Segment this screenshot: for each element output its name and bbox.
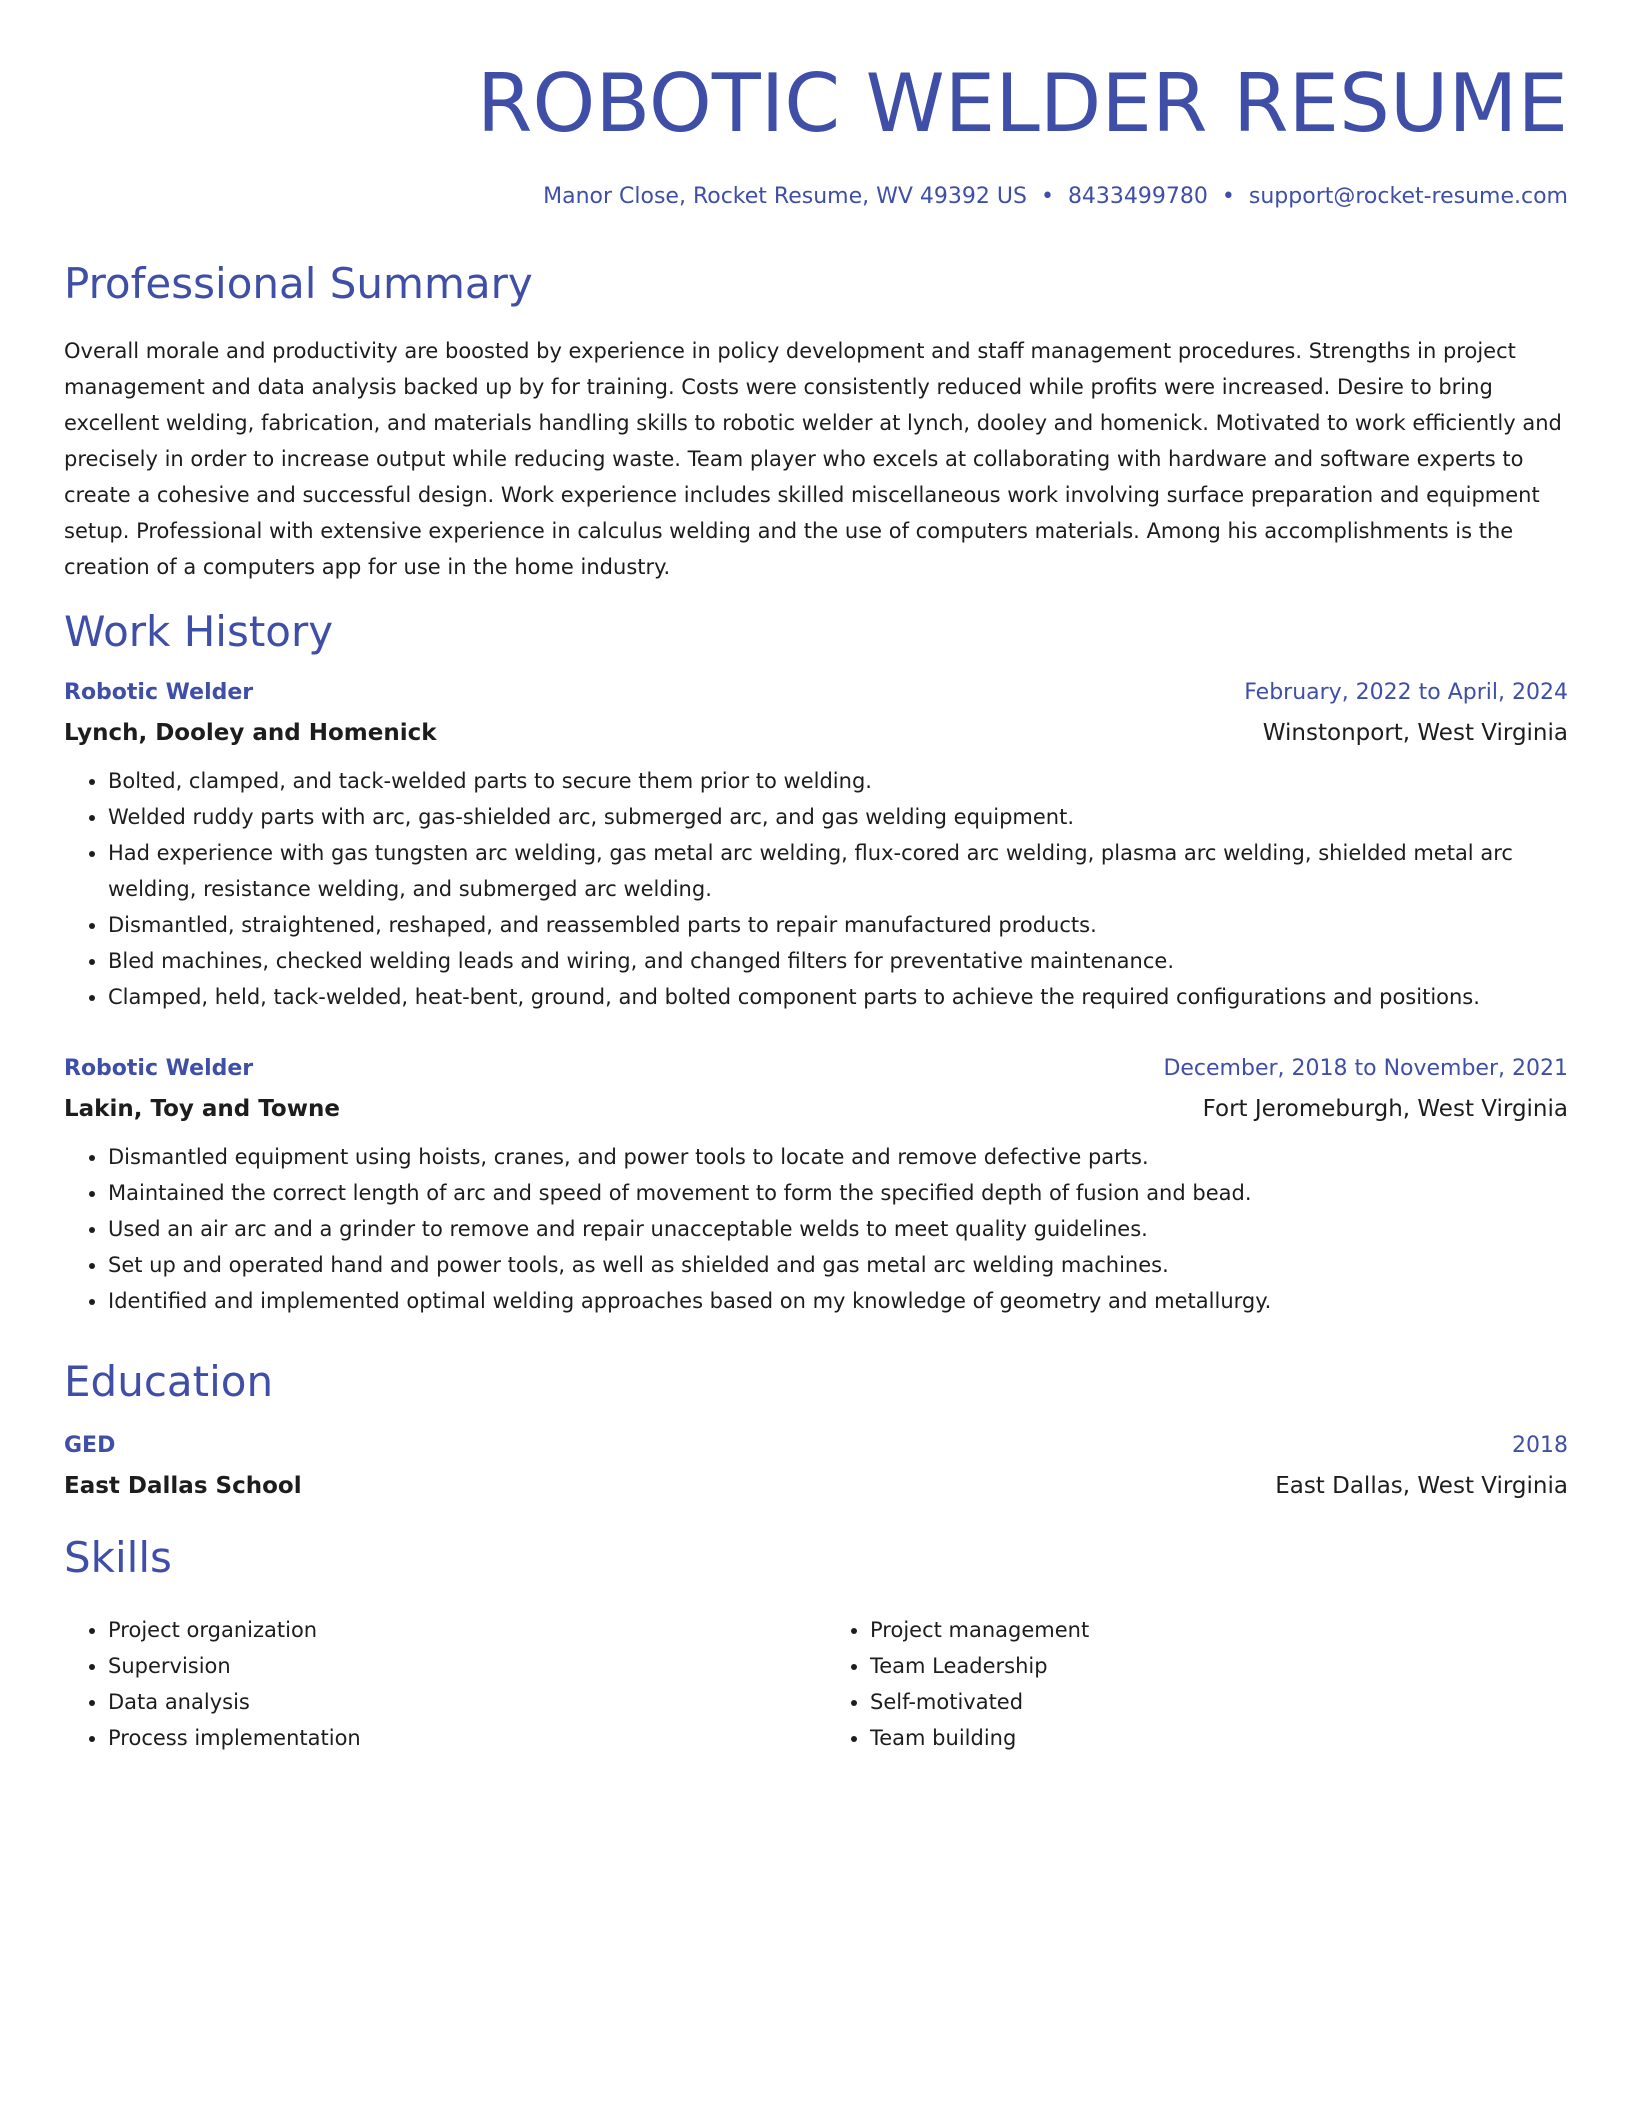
skill-item: • Team building bbox=[870, 1720, 1568, 1756]
job-bullet: • Bolted, clamped, and tack-welded parts to secure them prior to welding. bbox=[108, 763, 1568, 799]
job-role: Robotic Welder bbox=[64, 680, 254, 705]
section-title-education: Education bbox=[64, 1357, 274, 1406]
job-role: Robotic Welder bbox=[64, 1056, 254, 1081]
contact-address: Manor Close, Rocket Resume, WV 49392 US bbox=[543, 184, 1027, 209]
education-school-row bbox=[64, 1466, 1568, 1506]
job-entry bbox=[64, 673, 1568, 1015]
education-header-row bbox=[64, 1426, 1568, 1466]
contact-line bbox=[543, 182, 1568, 212]
education-degree: GED bbox=[64, 1433, 116, 1458]
job-bullet: • Dismantled equipment using hoists, cranes, and power tools to locate and remove defective parts. bbox=[108, 1139, 1568, 1175]
education-entry bbox=[64, 1426, 1568, 1506]
job-bullet: • Set up and operated hand and power tools, as well as shielded and gas metal arc welding machines. bbox=[108, 1247, 1568, 1283]
job-bullet: • Bled machines, checked welding leads and wiring, and changed filters for preventative maintenance. bbox=[108, 943, 1568, 979]
skill-item: • Supervision bbox=[108, 1648, 806, 1684]
skill-item: • Data analysis bbox=[108, 1684, 806, 1720]
skills-column-left bbox=[64, 1612, 806, 1756]
skill-item: • Project organization bbox=[108, 1612, 806, 1648]
contact-separator: • bbox=[1040, 184, 1054, 209]
skill-item: • Project management bbox=[870, 1612, 1568, 1648]
job-bullet: • Used an air arc and a grinder to remove and repair unacceptable welds to meet quality guidelines. bbox=[108, 1211, 1568, 1247]
job-company: Lakin, Toy and Towne bbox=[64, 1096, 340, 1122]
job-bullet: • Welded ruddy parts with arc, gas-shielded arc, submerged arc, and gas welding equipment. bbox=[108, 799, 1568, 835]
skill-item: • Team Leadership bbox=[870, 1648, 1568, 1684]
job-header-row bbox=[64, 673, 1568, 713]
section-title-work-history: Work History bbox=[64, 607, 334, 656]
job-company: Lynch, Dooley and Homenick bbox=[64, 720, 437, 746]
section-title-summary: Professional Summary bbox=[64, 259, 533, 308]
skill-item: • Self-motivated bbox=[870, 1684, 1568, 1720]
contact-phone: 8433499780 bbox=[1067, 184, 1208, 209]
job-bullet: • Maintained the correct length of arc and speed of movement to form the specified depth of fusion and bead. bbox=[108, 1175, 1568, 1211]
job-header-row bbox=[64, 1049, 1568, 1089]
job-location: Fort Jeromeburgh, West Virginia bbox=[1202, 1096, 1568, 1122]
contact-email: support@rocket-resume.com bbox=[1248, 184, 1568, 209]
section-title-skills: Skills bbox=[64, 1533, 172, 1582]
job-bullet: • Dismantled, straightened, reshaped, and reassembled parts to repair manufactured products. bbox=[108, 907, 1568, 943]
skills-list bbox=[64, 1612, 1568, 1756]
job-company-row bbox=[64, 1089, 1568, 1129]
job-bullets bbox=[64, 1139, 1568, 1319]
summary-text: Overall morale and productivity are boosted by experience in policy development and staff management procedures. Strengths in project management and data analysis backed up by for training. Costs were consistently reduced while profits were increased. Desire to bring excellent welding, fabrication, and materials handling skills to robotic welder at lynch, dooley and homenick. Motivated to work efficiently and precisely in order to increase output while reducing waste. Team player who excels at collaborating with hardware and software experts to create a cohesive and successful design. Work experience includes skilled miscellaneous work involving surface preparation and equipment setup. Professional with extensive experience in calculus welding and the use of computers materials. Among his accomplishments is the creation of a computers app for use in the home industry. bbox=[64, 339, 1562, 579]
job-company-row bbox=[64, 713, 1568, 753]
resume-title: ROBOTIC WELDER RESUME bbox=[476, 57, 1568, 150]
education-location: East Dallas, West Virginia bbox=[1275, 1473, 1568, 1499]
job-entry bbox=[64, 1049, 1568, 1319]
education-year: 2018 bbox=[1512, 1433, 1568, 1458]
job-dates: February, 2022 to April, 2024 bbox=[1244, 680, 1568, 705]
skill-item: • Process implementation bbox=[108, 1720, 806, 1756]
job-bullet: • Had experience with gas tungsten arc welding, gas metal arc welding, flux-cored arc welding, plasma arc welding, shielded metal arc welding, resistance welding, and submerged arc welding. bbox=[108, 835, 1568, 907]
job-dates: December, 2018 to November, 2021 bbox=[1163, 1056, 1568, 1081]
job-bullets bbox=[64, 763, 1568, 1015]
skills-column-right bbox=[806, 1612, 1568, 1756]
education-school: East Dallas School bbox=[64, 1473, 302, 1499]
job-bullet: • Identified and implemented optimal welding approaches based on my knowledge of geometry and metallurgy. bbox=[108, 1283, 1568, 1319]
job-location: Winstonport, West Virginia bbox=[1262, 720, 1568, 746]
contact-separator: • bbox=[1221, 184, 1235, 209]
job-bullet: • Clamped, held, tack-welded, heat-bent, ground, and bolted component parts to achieve the required configurations and positions. bbox=[108, 979, 1568, 1015]
